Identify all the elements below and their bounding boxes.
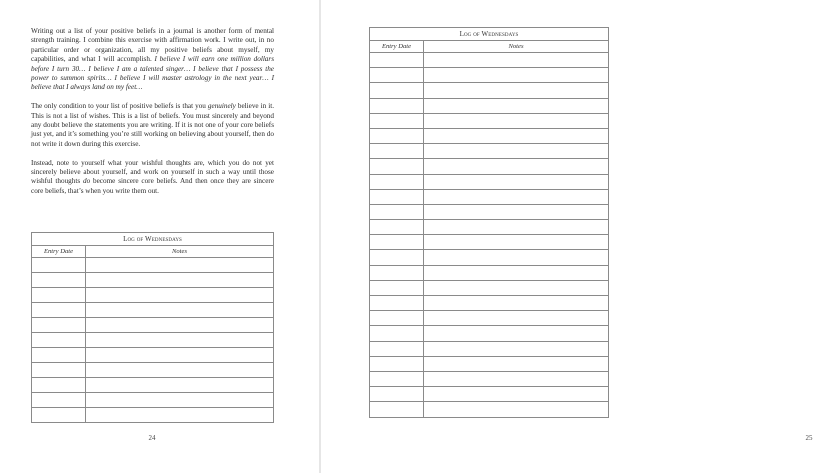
- page-number-left: 24: [148, 434, 156, 442]
- notes-cell: [424, 296, 609, 311]
- notes-cell: [424, 280, 609, 295]
- log-row: [370, 189, 609, 204]
- entry-date-cell: [370, 68, 424, 83]
- log-row: [32, 273, 274, 288]
- log-row: [370, 341, 609, 356]
- log-row: [370, 128, 609, 143]
- entry-date-cell: [370, 265, 424, 280]
- notes-cell: [86, 258, 274, 273]
- notes-cell: [424, 204, 609, 219]
- notes-cell: [424, 113, 609, 128]
- entry-date-cell: [370, 311, 424, 326]
- notes-cell: [424, 371, 609, 386]
- log-table-left: [31, 232, 274, 423]
- notes-cell: [424, 174, 609, 189]
- entry-date-header: Entry Date: [32, 246, 86, 258]
- entry-date-cell: [370, 159, 424, 174]
- entry-date-cell: [370, 326, 424, 341]
- entry-date-cell: [370, 113, 424, 128]
- entry-date-cell: [32, 318, 86, 333]
- entry-date-cell: [32, 363, 86, 378]
- notes-cell: [86, 378, 274, 393]
- paragraph-1-italic: I believe I will earn one million dollars before I turn 30… I believe I am a talented singer… I believe that I possess the power to summon spirits… I believe I will master astrology in the next year… I believe that I always land on my feet…: [31, 55, 274, 92]
- log-row: [32, 258, 274, 273]
- log-row: [370, 174, 609, 189]
- notes-cell: [424, 68, 609, 83]
- log-table-body: [370, 53, 609, 418]
- paragraph-3-text-a: Instead, note to yourself what your wishful thoughts are, which you do not yet sincerely believe about yourself, and work on yourself in such a way until those wishful thoughts: [31, 158, 274, 186]
- entry-date-cell: [32, 333, 86, 348]
- entry-date-cell: [370, 235, 424, 250]
- body-text: [31, 27, 274, 206]
- log-row: [370, 311, 609, 326]
- log-row: [370, 387, 609, 402]
- log-row: [32, 303, 274, 318]
- log-table-title: [370, 28, 609, 41]
- notes-cell: [86, 318, 274, 333]
- paragraph-2-text-b: believe in it. This is not a list of wishes. This is a list of beliefs. You must sincerely and beyond any doubt believe the statements you are writing. If it is not one of your core beliefs just yet, and it’s something you’re still working on believing about yourself, then do not write it down during this exercise.: [31, 102, 274, 148]
- paragraph-3: [31, 159, 274, 197]
- entry-date-cell: [370, 204, 424, 219]
- log-row: [370, 83, 609, 98]
- notes-header: Notes: [424, 41, 609, 53]
- entry-date-cell: [370, 371, 424, 386]
- notes-cell: [424, 53, 609, 68]
- notes-cell: [424, 159, 609, 174]
- paragraph-2-italic: genuinely: [207, 102, 236, 111]
- paragraph-2-text-a: The only condition to your list of positive beliefs is that you: [31, 102, 208, 111]
- log-row: [370, 98, 609, 113]
- log-row: [370, 326, 609, 341]
- entry-date-cell: [370, 387, 424, 402]
- log-row: [32, 348, 274, 363]
- log-row: [32, 408, 274, 423]
- entry-date-cell: [370, 250, 424, 265]
- notes-cell: [86, 303, 274, 318]
- log-row: [370, 296, 609, 311]
- log-row: [370, 220, 609, 235]
- log-row: [370, 113, 609, 128]
- entry-date-cell: [32, 273, 86, 288]
- notes-cell: [424, 235, 609, 250]
- entry-date-cell: [32, 288, 86, 303]
- notes-cell: [424, 189, 609, 204]
- entry-date-cell: [370, 341, 424, 356]
- entry-date-cell: [370, 83, 424, 98]
- log-table-title: [32, 233, 274, 246]
- log-row: [32, 333, 274, 348]
- entry-date-cell: [32, 258, 86, 273]
- log-row: [370, 356, 609, 371]
- entry-date-cell: [370, 98, 424, 113]
- notes-cell: [424, 220, 609, 235]
- notes-cell: [424, 98, 609, 113]
- entry-date-cell: [370, 220, 424, 235]
- log-row: [370, 280, 609, 295]
- entry-date-cell: [32, 303, 86, 318]
- paragraph-2: [31, 102, 274, 149]
- notes-cell: [424, 387, 609, 402]
- entry-date-cell: [370, 53, 424, 68]
- log-table-title-text: Log of Wednesdays: [459, 30, 519, 38]
- notes-cell: [424, 83, 609, 98]
- log-table-title-text: Log of Wednesdays: [123, 235, 182, 243]
- entry-date-cell: [32, 408, 86, 423]
- log-row: [370, 159, 609, 174]
- log-row: [370, 144, 609, 159]
- notes-cell: [86, 408, 274, 423]
- notes-cell: [424, 265, 609, 280]
- log-row: [32, 378, 274, 393]
- notes-cell: [424, 128, 609, 143]
- notes-cell: [86, 333, 274, 348]
- log-row: [370, 53, 609, 68]
- notes-cell: [424, 341, 609, 356]
- entry-date-header: Entry Date: [370, 41, 424, 53]
- notes-cell: [86, 288, 274, 303]
- log-row: [370, 235, 609, 250]
- notes-cell: [86, 273, 274, 288]
- entry-date-cell: [370, 280, 424, 295]
- notes-cell: [424, 311, 609, 326]
- notes-cell: [424, 326, 609, 341]
- entry-date-cell: [32, 378, 86, 393]
- log-row: [370, 204, 609, 219]
- log-row: [370, 371, 609, 386]
- log-row: [32, 393, 274, 408]
- notes-cell: [424, 356, 609, 371]
- log-row: [32, 288, 274, 303]
- paragraph-1-text: Writing out a list of your positive beliefs in a journal is another form of mental strength training. I combine this exercise with affirmation work. I write out, in no particular order or organization, all my positive beliefs about myself, my capabilities, and what I will accomplish.: [31, 27, 274, 64]
- notes-cell: [86, 348, 274, 363]
- entry-date-cell: [32, 348, 86, 363]
- entry-date-cell: [370, 144, 424, 159]
- notes-cell: [424, 402, 609, 417]
- entry-date-cell: [370, 402, 424, 417]
- notes-cell: [86, 393, 274, 408]
- left-page: [0, 0, 319, 473]
- paragraph-3-text-b: become sincere core beliefs. And then once they are sincere core beliefs, that’s when you write them out.: [31, 177, 274, 195]
- log-table-body: [32, 258, 274, 423]
- entry-date-cell: [370, 189, 424, 204]
- entry-date-cell: [370, 174, 424, 189]
- notes-cell: [424, 144, 609, 159]
- log-row: [370, 250, 609, 265]
- entry-date-cell: [32, 393, 86, 408]
- notes-cell: [424, 250, 609, 265]
- log-row: [32, 363, 274, 378]
- log-row: [32, 318, 274, 333]
- entry-date-cell: [370, 356, 424, 371]
- entry-date-cell: [370, 128, 424, 143]
- page-number-right: 25: [805, 434, 813, 442]
- entry-date-cell: [370, 296, 424, 311]
- log-row: [370, 265, 609, 280]
- paragraph-1: [31, 27, 274, 93]
- notes-cell: [86, 363, 274, 378]
- notes-header: Notes: [86, 246, 274, 258]
- log-table-right: [369, 27, 609, 418]
- log-row: [370, 68, 609, 83]
- paragraph-3-italic: do: [83, 177, 91, 186]
- log-row: [370, 402, 609, 417]
